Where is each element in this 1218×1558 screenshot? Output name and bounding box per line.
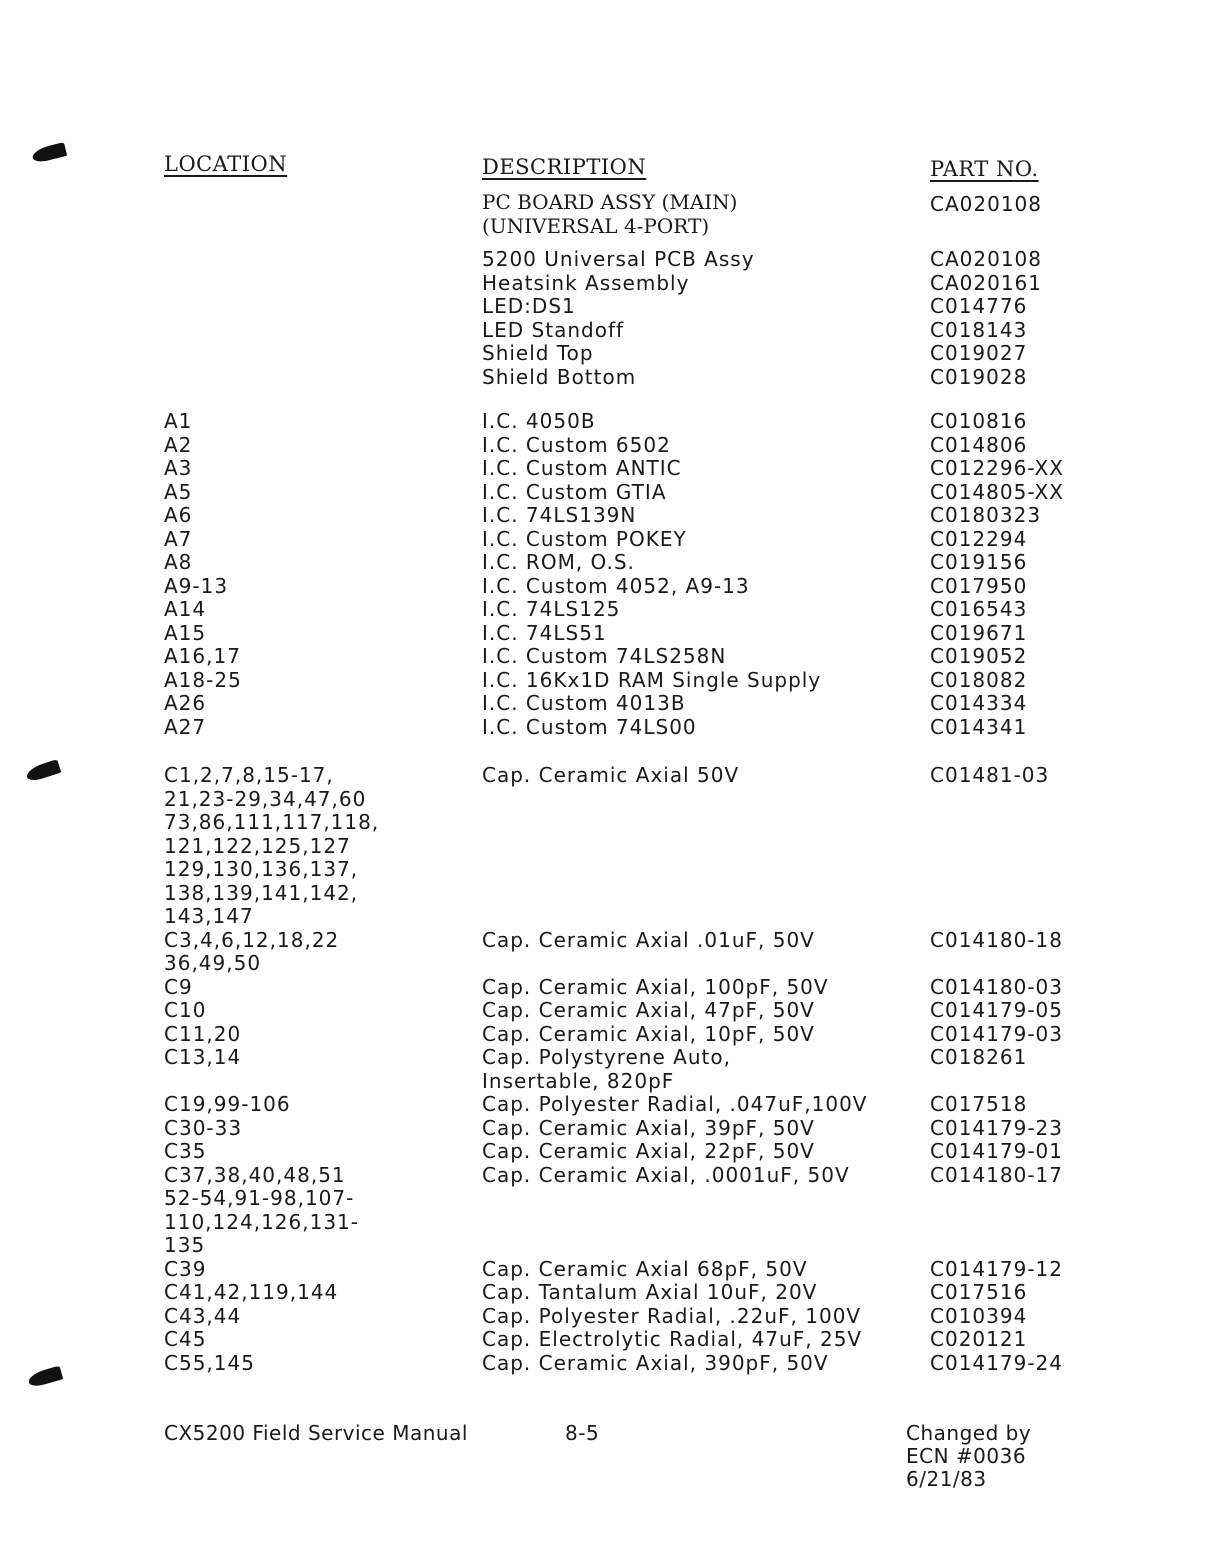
table-cell-loc: 110,124,126,131-: [164, 1209, 359, 1234]
table-cell-part: [930, 882, 1063, 906]
table-cell-desc: Cap. Electrolytic Radial, 47uF, 25V: [482, 1327, 863, 1351]
table-cell-desc: Cap. Polyester Radial, .047uF,100V: [482, 1092, 868, 1116]
table-cell-part: C014179-24: [930, 1350, 1063, 1375]
table-cell-part: [930, 1187, 1063, 1211]
table-cell-desc: Cap. Ceramic Axial, 47pF, 50V: [482, 998, 815, 1022]
table-cell-loc: 52-54,91-98,107-: [164, 1186, 355, 1210]
table-cell-loc: [164, 1070, 379, 1094]
header-part-no: PART NO.: [930, 157, 1039, 181]
assembly-part-number: CA020108: [930, 192, 1042, 216]
table-cell-part: C019156: [930, 550, 1028, 574]
table-cell-desc: LED Standoff: [482, 317, 625, 342]
punch-mark: [25, 759, 62, 783]
table-cell-part: C01481-03: [930, 763, 1050, 787]
table-cell-desc: [482, 1187, 867, 1211]
table-cell-part: C019052: [930, 644, 1028, 668]
table-cell-part: C014805-XX: [930, 479, 1064, 504]
footer-page-number: 8-5: [565, 1421, 600, 1445]
table-cell-loc: C45: [164, 1327, 207, 1351]
footer-change-note: [906, 1422, 1031, 1491]
table-cell-desc: I.C. Custom 6502: [482, 432, 671, 457]
table-cell-desc: [482, 952, 867, 976]
change-note-line3: 6/21/83: [906, 1467, 987, 1491]
table-cell-loc: C13,14: [164, 1045, 242, 1069]
table-cell-desc: I.C. Custom 74LS00: [482, 714, 697, 739]
table-cell-part: [930, 788, 1063, 812]
table-cell-loc: C39: [164, 1256, 207, 1281]
table-cell-desc: [482, 858, 867, 882]
table-cell-desc: Shield Top: [482, 341, 594, 365]
assembly-title-line2: (UNIVERSAL 4-PORT): [482, 214, 710, 238]
table-cell-desc: [482, 811, 867, 835]
table-cell-loc: 143,147: [164, 904, 254, 928]
table-cell-loc: A26: [164, 691, 207, 715]
table-cell-part: C010394: [930, 1303, 1028, 1328]
table-cell-loc: A2: [164, 432, 193, 457]
table-cell-part: C014179-23: [930, 1115, 1063, 1140]
block1-part-column: [930, 248, 1042, 389]
table-cell-part: C012294: [930, 526, 1028, 551]
table-cell-part: C014776: [930, 294, 1028, 318]
table-cell-desc: [482, 788, 867, 812]
table-cell-part: C018082: [930, 667, 1028, 692]
table-cell-desc: I.C. 74LS139N: [482, 503, 637, 527]
table-cell-desc: I.C. Custom POKEY: [482, 526, 687, 551]
table-cell-loc: A1: [164, 409, 193, 433]
block3-description-column: [482, 764, 867, 1375]
table-cell-loc: 73,86,111,117,118,: [164, 810, 380, 834]
table-cell-desc: [482, 882, 867, 906]
assembly-title: [482, 190, 737, 238]
table-cell-loc: A6: [164, 503, 193, 527]
table-cell-desc: [482, 905, 867, 929]
table-cell-part: C014180-18: [930, 927, 1063, 952]
change-note-line2: ECN #0036: [906, 1444, 1027, 1468]
table-cell-loc: C10: [164, 998, 207, 1022]
punch-mark: [31, 142, 67, 164]
table-cell-loc: A5: [164, 479, 193, 504]
table-cell-loc: C43,44: [164, 1303, 242, 1328]
table-cell-part: [930, 1070, 1063, 1094]
table-cell-loc: C19,99-106: [164, 1092, 291, 1116]
block3-part-column: [930, 764, 1063, 1375]
table-cell-desc: Heatsink Assembly: [482, 270, 690, 295]
block2-description-column: [482, 410, 821, 739]
block2-part-column: [930, 410, 1064, 739]
table-cell-desc: [482, 1211, 867, 1235]
table-cell-loc: 21,23-29,34,47,60: [164, 786, 367, 811]
table-cell-desc: Cap. Ceramic Axial, 390pF, 50V: [482, 1350, 829, 1375]
table-cell-part: [930, 835, 1063, 859]
table-cell-desc: LED:DS1: [482, 294, 576, 318]
table-cell-desc: Cap. Ceramic Axial .01uF, 50V: [482, 927, 815, 952]
table-cell-loc: A8: [164, 550, 193, 574]
table-cell-desc: I.C. 4050B: [482, 409, 596, 433]
table-cell-part: C018143: [930, 317, 1028, 342]
table-cell-desc: Cap. Ceramic Axial, 10pF, 50V: [482, 1021, 815, 1046]
table-cell-part: C018261: [930, 1045, 1028, 1069]
table-cell-loc: 36,49,50: [164, 951, 262, 975]
table-cell-desc: I.C. Custom 4052, A9-13: [482, 573, 750, 598]
table-cell-part: C014179-01: [930, 1139, 1063, 1163]
table-cell-desc: Cap. Ceramic Axial 68pF, 50V: [482, 1256, 808, 1281]
table-cell-desc: I.C. Custom 4013B: [482, 691, 686, 715]
table-cell-loc: A14: [164, 597, 207, 621]
table-cell-desc: I.C. 16Kx1D RAM Single Supply: [482, 667, 822, 692]
table-cell-desc: Cap. Ceramic Axial 50V: [482, 763, 740, 787]
table-cell-part: C020121: [930, 1327, 1028, 1351]
table-cell-loc: C30-33: [164, 1115, 243, 1140]
table-cell-desc: I.C. ROM, O.S.: [482, 550, 635, 574]
table-cell-loc: A9-13: [164, 573, 229, 598]
table-cell-part: C014341: [930, 714, 1028, 739]
table-cell-part: [930, 811, 1063, 835]
table-cell-desc: Insertable, 820pF: [482, 1068, 675, 1093]
table-cell-loc: A15: [164, 620, 207, 645]
table-cell-part: C010816: [930, 409, 1028, 433]
table-cell-loc: C55,145: [164, 1350, 255, 1375]
punch-mark: [27, 1366, 64, 1389]
table-cell-part: [930, 858, 1063, 882]
table-cell-part: C019028: [930, 364, 1028, 389]
table-cell-part: CA020108: [930, 247, 1042, 271]
table-cell-loc: C9: [164, 974, 193, 999]
table-cell-part: C014334: [930, 691, 1028, 715]
assembly-title-line1: PC BOARD ASSY (MAIN): [482, 190, 738, 214]
table-cell-part: C019671: [930, 620, 1028, 645]
table-cell-desc: Cap. Tantalum Axial 10uF, 20V: [482, 1280, 818, 1304]
table-cell-desc: [482, 835, 867, 859]
block2-location-column: [164, 410, 242, 739]
table-cell-part: CA020161: [930, 270, 1042, 295]
table-cell-loc: A27: [164, 714, 207, 739]
table-cell-loc: C35: [164, 1139, 207, 1163]
table-cell-desc: [482, 1234, 867, 1258]
table-cell-loc: C11,20: [164, 1021, 242, 1046]
table-cell-part: C0180323: [930, 503, 1042, 527]
table-cell-part: [930, 1211, 1063, 1235]
table-cell-part: [930, 1234, 1063, 1258]
table-cell-part: C017516: [930, 1280, 1028, 1304]
table-cell-desc: Shield Bottom: [482, 364, 637, 389]
table-cell-loc: 121,122,125,127: [164, 833, 351, 858]
table-cell-desc: I.C. Custom 74LS258N: [482, 644, 727, 668]
block3-location-column: [164, 764, 379, 1375]
table-cell-part: C014806: [930, 432, 1028, 457]
table-cell-desc: Cap. Ceramic Axial, 22pF, 50V: [482, 1139, 815, 1163]
table-cell-part: C014180-03: [930, 974, 1063, 999]
table-cell-loc: A16,17: [164, 644, 241, 668]
table-cell-part: C014179-12: [930, 1256, 1063, 1281]
table-cell-desc: I.C. 74LS51: [482, 620, 607, 645]
table-cell-desc: I.C. Custom ANTIC: [482, 456, 682, 480]
table-cell-desc: Cap. Polystyrene Auto,: [482, 1045, 731, 1069]
table-cell-desc: Cap. Polyester Radial, .22uF, 100V: [482, 1303, 862, 1328]
table-cell-desc: I.C. 74LS125: [482, 597, 621, 621]
table-cell-loc: A3: [164, 456, 193, 480]
footer-manual-title: CX5200 Field Service Manual: [164, 1421, 468, 1445]
table-cell-loc: 129,130,136,137,: [164, 857, 359, 881]
block1-description-column: [482, 248, 755, 389]
table-cell-part: C017518: [930, 1092, 1028, 1116]
header-location: LOCATION: [164, 152, 288, 176]
table-cell-loc: C3,4,6,12,18,22: [164, 927, 340, 952]
table-cell-loc: 138,139,141,142,: [164, 880, 359, 905]
change-note-line1: Changed by: [906, 1421, 1032, 1445]
table-cell-part: C017950: [930, 573, 1028, 598]
table-cell-part: C012296-XX: [930, 456, 1064, 480]
table-cell-part: C014179-05: [930, 998, 1063, 1022]
table-cell-loc: C41,42,119,144: [164, 1280, 339, 1304]
table-cell-part: C014180-17: [930, 1162, 1063, 1187]
table-cell-part: C014179-03: [930, 1021, 1063, 1046]
table-cell-part: [930, 905, 1063, 929]
header-description: DESCRIPTION: [482, 155, 647, 179]
table-cell-loc: C37,38,40,48,51: [164, 1162, 346, 1187]
table-cell-loc: 135: [164, 1233, 206, 1257]
table-cell-desc: I.C. Custom GTIA: [482, 479, 667, 504]
table-cell-part: [930, 952, 1063, 976]
table-cell-desc: Cap. Ceramic Axial, 100pF, 50V: [482, 974, 829, 999]
table-cell-loc: A7: [164, 526, 193, 551]
table-cell-part: C019027: [930, 341, 1028, 365]
table-cell-loc: A18-25: [164, 667, 242, 692]
table-cell-loc: C1,2,7,8,15-17,: [164, 763, 334, 787]
table-cell-desc: Cap. Ceramic Axial, 39pF, 50V: [482, 1115, 815, 1140]
table-cell-part: C016543: [930, 597, 1028, 621]
table-cell-desc: 5200 Universal PCB Assy: [482, 247, 755, 271]
table-cell-desc: Cap. Ceramic Axial, .0001uF, 50V: [482, 1162, 850, 1187]
